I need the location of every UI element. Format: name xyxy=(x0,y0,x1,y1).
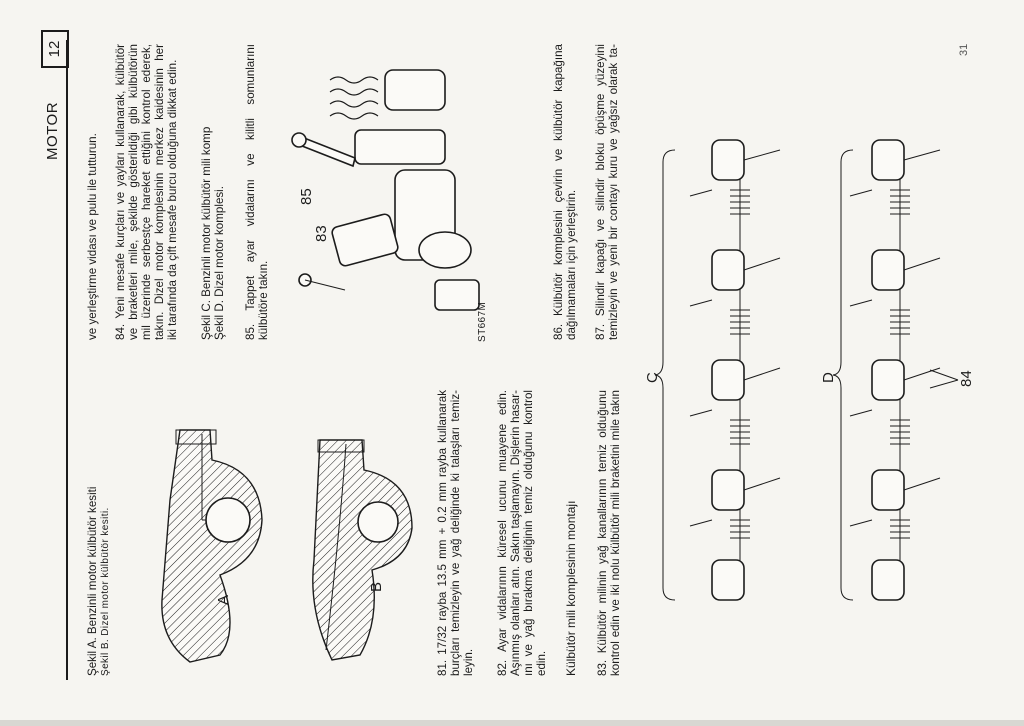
figure-a-rocker-section xyxy=(150,400,280,670)
figure-a-label: A xyxy=(215,594,232,605)
p84-line: mil üzerinde serbestçe hareket ettiğini kontrol ederek, xyxy=(140,44,153,340)
figure-captions-cd xyxy=(200,127,226,340)
figure-b-label: B xyxy=(368,581,385,592)
p83-line: kontrol edin ve iki nolu külbütör mili braketini mile takın xyxy=(609,390,622,676)
paragraph-86 xyxy=(552,44,578,340)
figure-b-rocker-section xyxy=(300,410,430,670)
p84-line: 84. Yeni mesafe kurçları ve yayları kullanarak, külbütör xyxy=(114,44,127,340)
p84-line: takın. Dizel motor komplesinin merkez kaidesinin her xyxy=(153,44,166,340)
p84-line: iki tarafında da çift mesafe burcu olduğuna dikkat edin. xyxy=(166,59,179,340)
paragraph-84 xyxy=(114,44,179,340)
scan-edge xyxy=(0,720,1024,726)
p86-line: dağılmamaları için yerleştirin. xyxy=(565,189,578,340)
p82-line: 82. Ayar vidalarının küresel ucunu muayene edin. xyxy=(496,390,509,676)
caption-figure-b: Şekil B. Dizel motor külbütör kesiti. xyxy=(100,507,111,676)
p87-line: 87. Silindir kapağı ve silindir bloku öpüşme yüzeyini xyxy=(594,44,607,340)
p84-line: ve braketleri mile, şekilde gösterildiği gibi külbütörün xyxy=(127,44,140,340)
figure-code: ST667M xyxy=(477,301,488,342)
caption-figure-d: Şekil D. Dizel motor komplesi. xyxy=(213,186,226,340)
rocker-group-c xyxy=(712,140,744,600)
paragraph-83 xyxy=(596,390,622,676)
p85-line: 85. Tappet ayar vidalarını ve kilitli somunlarını xyxy=(244,44,257,340)
p82-line: ını ve yağ bırakma deliğinin temiz olduğunu kontrol xyxy=(522,390,535,676)
header-rule xyxy=(66,40,68,680)
section-title: MOTOR xyxy=(44,101,61,160)
callout-84: 84 xyxy=(958,370,975,387)
figure-c-shaft-assembly xyxy=(680,130,800,610)
callout-83: 83 xyxy=(313,225,330,242)
figure-d-shaft-assembly xyxy=(840,130,960,610)
paragraph-81 xyxy=(436,390,475,676)
p87-line: temizleyin ve yeni bir contayı kuru ve yağsız olarak ta- xyxy=(607,44,620,340)
p82-line: edin. xyxy=(535,650,548,676)
section-number: 12 xyxy=(46,40,63,58)
page-number: 31 xyxy=(958,43,970,56)
figure-d-label: D xyxy=(820,372,837,383)
p85-line: külbütöre takın. xyxy=(257,260,270,340)
continuation-text: ve yerleştirme vidası ve pulu ile tutturun. xyxy=(86,133,99,340)
p86-line: 86. Külbütör komplesini çevirin ve külbütör kapağına xyxy=(552,44,565,340)
callout-85: 85 xyxy=(298,188,315,205)
paragraph-85 xyxy=(244,44,270,340)
p81-line: leyin. xyxy=(462,648,475,676)
exploded-adjuster-view xyxy=(285,40,495,340)
caption-figure-c: Şekil C. Benzinli motor külbütör mili komp xyxy=(200,126,213,340)
figure-captions-ab xyxy=(86,487,112,676)
figure-c-label: C xyxy=(644,372,661,383)
section-heading-assembly: Külbütör mili komplesinin montajı xyxy=(564,500,578,676)
p81-line: burçları temizleyin ve yağ deliğinde ki talaşları temiz- xyxy=(449,390,462,676)
p81-line: 81. 17/32 rayba 13.5 mm + 0.2 mm rayba kullanarak xyxy=(436,390,449,676)
paragraph-82 xyxy=(496,390,548,676)
p82-line: Aşınmış olanları atın. Sakın taşlamayın. Dişlerin hasar- xyxy=(509,390,522,676)
p83-line: 83. Külbütör milinin yağ kanallarının temiz olduğunu xyxy=(596,390,609,676)
rocker-group-d xyxy=(872,140,904,600)
section-number-box xyxy=(41,30,69,68)
caption-figure-a: Şekil A. Benzinli motor külbütör kesiti xyxy=(86,486,99,676)
paragraph-87 xyxy=(594,44,620,340)
